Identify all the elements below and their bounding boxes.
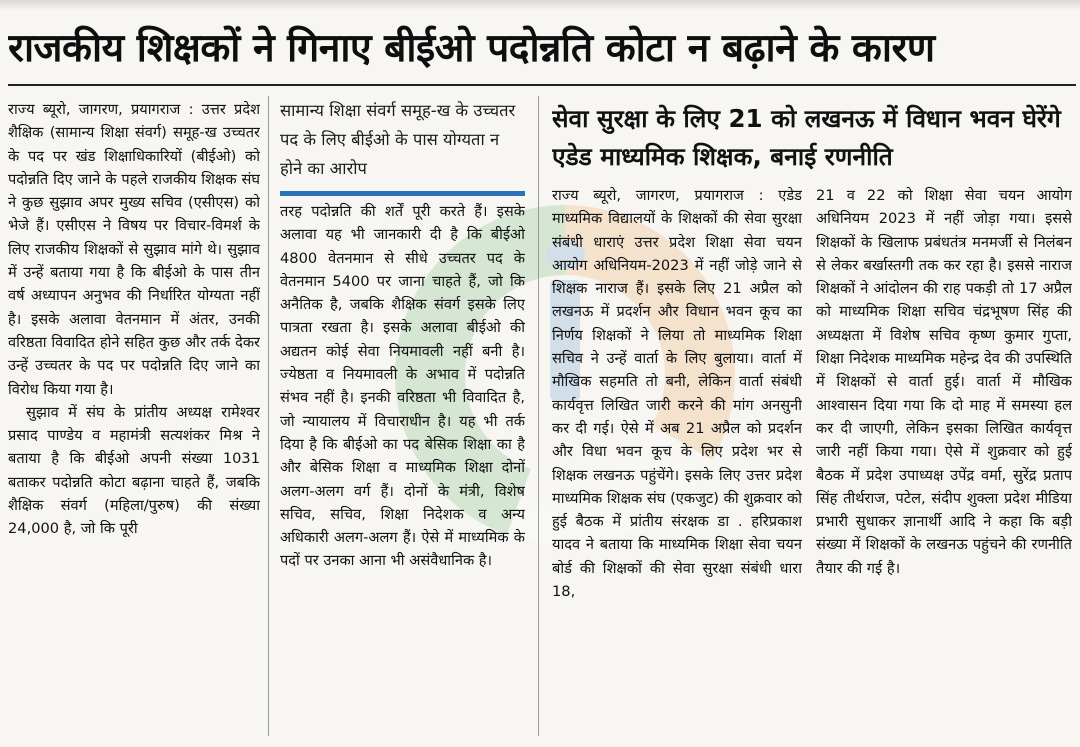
left-story-paragraph-2: सुझाव में संघ के प्रांतीय अध्यक्ष रामेश्वर प्रसाद पाण्डेय व महामंत्री सत्यशंकर मिश्र ने बताया है कि बीईओ अपनी संख्या 1031 बताकर पदोन्नति कोटा बढ़ाना चाहते हैं, जबकि शैक्षिक संवर्ग (महिला/पुरुष) की संख्या 24,000 है, जो कि पूरी [8, 403, 260, 538]
column-divider-1 [268, 96, 269, 736]
left-story-paragraph-1: राज्य ब्यूरो, जागरण, प्रयागराज : उत्तर प्रदेश शैक्षिक (सामान्य शिक्षा संवर्ग) समूह-ख उच्चतर के पद पर खंड शिक्षाधिकारियों (बीईओ) को पदोन्नति दिए जाने के पहले राजकीय शिक्षक संघ ने कुछ सुझाव अपर मुख्य सचिव (एसीएस) को भेजे हैं। एसीएस ने विषय पर विचार-विमर्श के लिए राजकीय शिक्षकों से सुझाव मांगे थे। सुझाव में उन्हें बताया गया है कि बीईओ के पास तीन वर्ष अध्यापन अनुभव की निर्धारित योग्यता नहीं है। इसके अलावा वेतनमान में अंतर, उनकी वरिष्ठता विवादित होने सहित कुछ और तर्क देकर उन्हें उच्चतर के पद पर पदोन्नति दिए जाने का विरोध किया गया है। [8, 101, 260, 398]
left-story-paragraph-3: तरह पदोन्नति की शर्तें पूरी करते हैं। इसके अलावा यह भी जानकारी दी है कि बीईओ 4800 वेतनमान से सीधे उच्चतर पद के वेतनमान 5400 पर जाना चाहते हैं, जो कि अनैतिक है, जबकि शैक्षिक संवर्ग इसके लिए पात्रता रखता है। इसके अलावा बीईओ की अद्यतन कोई सेवा नियमावली नहीं बनी है। ज्येष्ठता व नियमावली के अभाव में पदोन्नति संभव नहीं है। इनकी वरिष्ठता भी विवादित है, जो न्यायालय में विचाराधीन है। यह भी तर्क दिया है कि बीईओ का पद बेसिक शिक्षा का है और बेसिक शिक्षा व माध्यमिक शिक्षा दोनों अलग-अलग वर्ग हैं। दोनों के मंत्री, विशेष सचिव, सचिव, शिक्षा निदेशक व अन्य अधिकारी अलग-अलग हैं। ऐसे में माध्यमिक के पदों पर उनका आना भी असंवैधानिक है। [280, 203, 525, 570]
left-story-column-1 [8, 98, 260, 738]
main-headline: राजकीय शिक्षकों ने गिनाए बीईओ पदोन्नति कोटा न बढ़ाने के कारण [8, 26, 935, 71]
right-story-column-2 [816, 184, 1072, 740]
subheadline-blue-rule [280, 191, 525, 196]
right-story-paragraph-2: 21 व 22 को शिक्षा सेवा चयन आयोग अधिनियम 2023 में नहीं जोड़ा गया। इससे शिक्षकों के खिलाफ प्रबंधतंत्र मनमर्जी से निलंबन से लेकर बर्खास्तगी तक कर रहा है। इससे नाराज शिक्षकों ने आंदोलन की राह पकड़ी तो 17 अप्रैल को माध्यमिक शिक्षा सचिव चंद्रभूषण सिंह की अध्यक्षता में विशेष सचिव कृष्ण कुमार गुप्ता, शिक्षा निदेशक माध्यमिक महेन्द्र देव की उपस्थिति में शिक्षकों से वार्ता हुई। वार्ता में मौखिक आश्वासन दिया गया कि दो माह में समस्या हल कर दी जाएगी, लेकिन इसका लिखित कार्यवृत्त जारी नहीं किया गया। ऐसे में शुक्रवार को हुई बैठक में प्रदेश उपाध्यक्ष उपेंद्र वर्मा, सुरेंद्र प्रताप सिंह तीर्थराज, पटेल, संदीप शुक्ला प्रदेश मीडिया प्रभारी सुधाकर ज्ञानार्थी आदि ने कहा कि बड़ी संख्या में शिक्षकों के लखनऊ पहुंचने की रणनीति तैयार की गई है। [816, 187, 1072, 577]
headline-rule [8, 84, 1076, 86]
right-story-headline: सेवा सुरक्षा के लिए 21 को लखनऊ में विधान भवन घेरेंगे एडेड माध्यमिक शिक्षक, बनाई रणनीति [552, 104, 1061, 171]
page-top-edge [0, 0, 1080, 10]
left-story-column-2 [280, 200, 525, 740]
right-story-paragraph-1: राज्य ब्यूरो, जागरण, प्रयागराज : एडेड माध्यमिक विद्यालयों के शिक्षकों की सेवा सुरक्षा संबंधी धाराएं उत्तर प्रदेश शिक्षा सेवा चयन आयोग अधिनियम-2023 में नहीं जोड़े जाने से शिक्षक नाराज हैं। इसके लिए 21 अप्रैल को लखनऊ में प्रदर्शन और विधान भवन कूच का निर्णय शिक्षकों ने लिया तो माध्यमिक शिक्षा सचिव ने उन्हें वार्ता के लिए बुलाया। वार्ता में मौखिक सहमति तो बनी, लेकिन वार्ता संबंधी कार्यवृत्त लिखित जारी करने की मांग अनसुनी कर दी गई। ऐसे में अब 21 अप्रैल को प्रदर्शन और विधा भवन कूच के लिए प्रदेश भर से शिक्षक लखनऊ पहुंचेंगे। इसके लिए उत्तर प्रदेश माध्यमिक शिक्षक संघ (एकजुट) की शुक्रवार को हुई बैठक में प्रांतीय संरक्षक डा . हरिप्रकाश यादव ने बताया कि माध्यमिक शिक्षा सेवा चयन बोर्ड की शिक्षकों की सेवा सुरक्षा संबंधी धारा 18, [552, 187, 802, 601]
right-story-column-1 [552, 184, 802, 740]
column-divider-2 [538, 96, 539, 736]
left-story-subheadline: सामान्य शिक्षा संवर्ग समूह-ख के उच्चतर पद के लिए बीईओ के पास योग्यता न होने का आरोप [280, 101, 516, 178]
